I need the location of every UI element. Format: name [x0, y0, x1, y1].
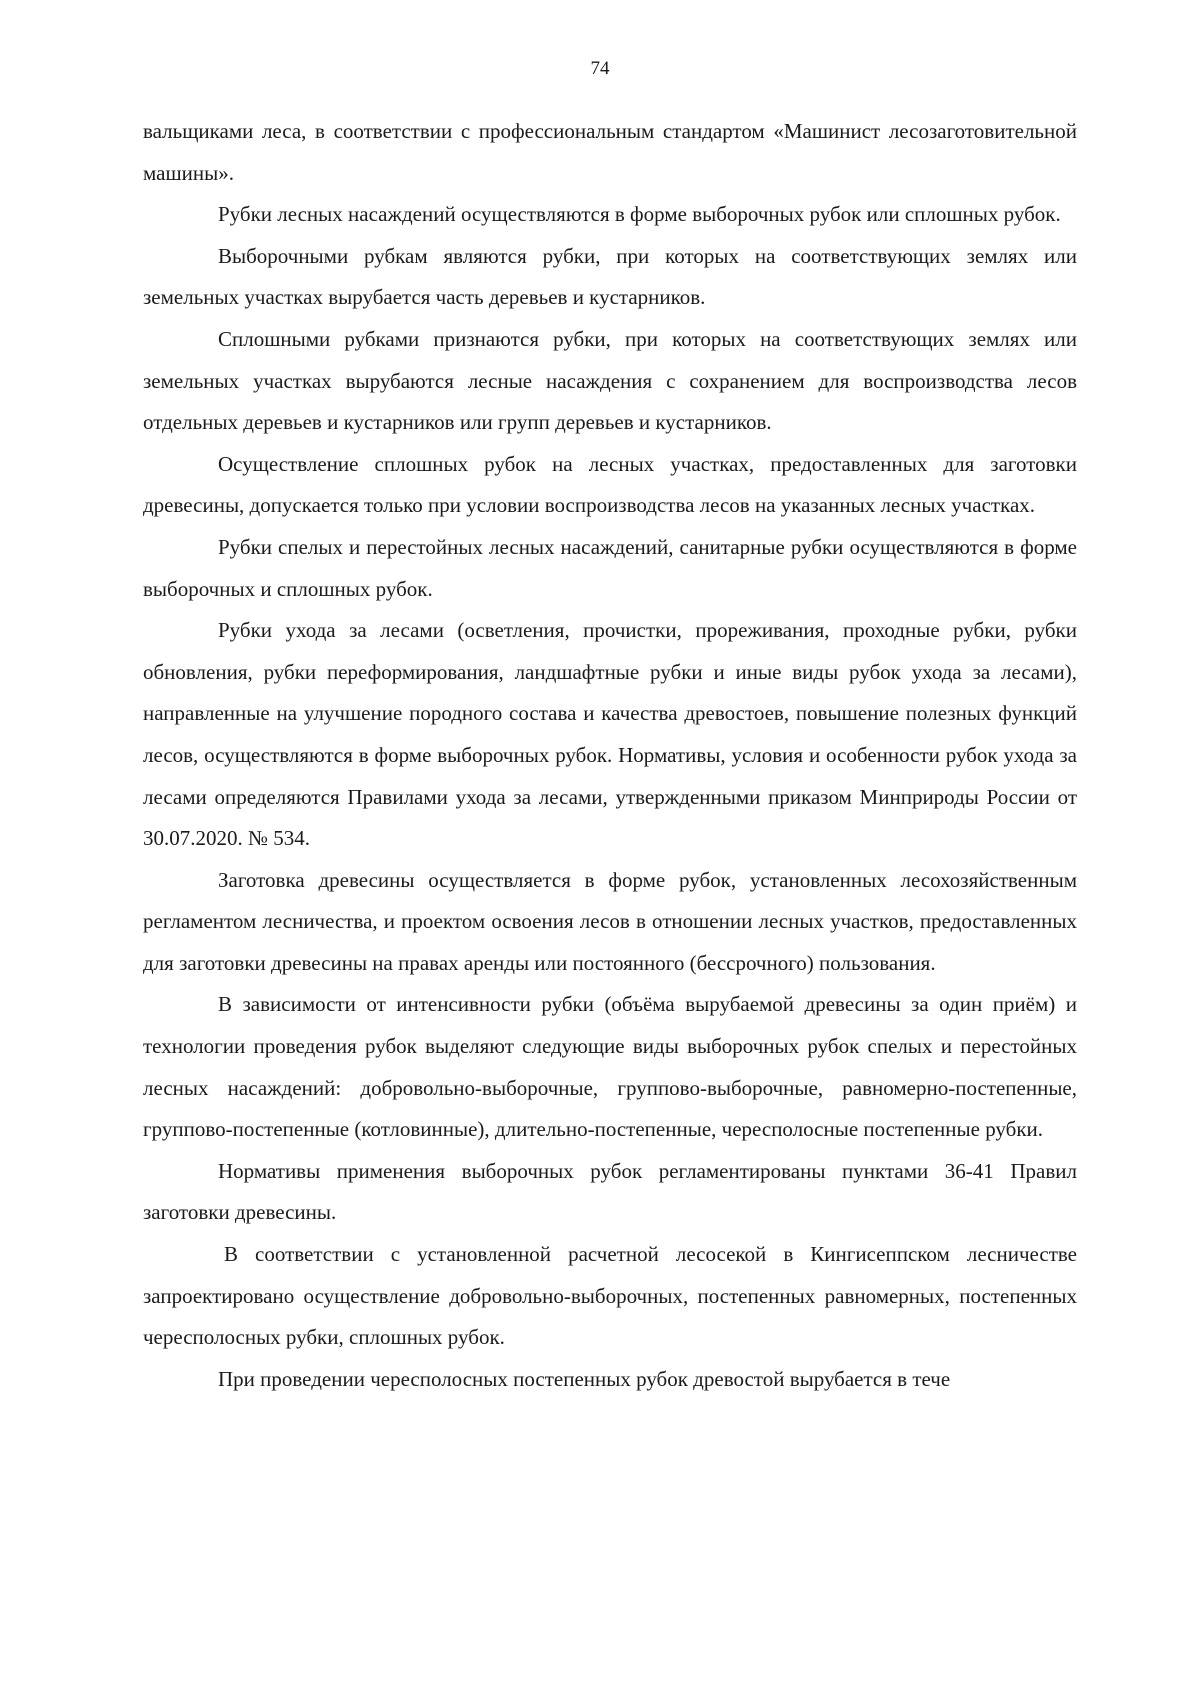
paragraph: Рубки лесных насаждений осуществляются в форме выборочных рубок или сплошных рубок.: [218, 202, 1061, 227]
paragraph: В зависимости от интенсивности рубки (объёма вырубаемой древесины за один приём) и технологии проведения рубок выделяют следующие виды выборочных рубок спелых и перестойных лесных насаждений: добровольно-выборочные, группово-выборочные, равномерно-постепенные, группово-постепенные (котловинные), длительно-постепенные, чересполосные постепенные рубки.: [143, 992, 1077, 1142]
paragraph: Рубки ухода за лесами (осветления, прочистки, прореживания, проходные рубки, рубки обновления, рубки переформирования, ландшафтные рубки и иные виды рубок ухода за лесами), направленные на улучшение породного состава и качества древостоев, повышение полезных функций лесов, осуществляются в форме выборочных рубок. Нормативы, условия и особенности рубок ухода за лесами определяются Правилами ухода за лесами, утвержденными приказом Минприроды России от 30.07.2020. № 534.: [143, 618, 1077, 851]
paragraph: Сплошными рубками признаются рубки, при которых на соответствующих землях или земельных участках вырубаются лесные насаждения с сохранением для воспроизводства лесов отдельных деревьев и кустарников или групп деревьев и кустарников.: [143, 326, 1077, 435]
paragraph: При проведении чересполосных постепенных рубок древостой вырубается в тече: [218, 1366, 951, 1391]
paragraph: Выборочными рубкам являются рубки, при которых на соответствующих землях или земельных участках вырубается часть деревьев и кустарников.: [143, 243, 1077, 310]
paragraph: Рубки спелых и перестойных лесных насаждений, санитарные рубки осуществляются в форме выборочных и сплошных рубок.: [143, 534, 1077, 601]
paragraph: Нормативы применения выборочных рубок регламентированы пунктами 36-41 Правил заготовки древесины.: [143, 1158, 1077, 1225]
paragraph: Заготовка древесины осуществляется в форме рубок, установленных лесохозяйственным регламентом лесничества, и проектом освоения лесов в отношении лесных участков, предоставленных для заготовки древесины на правах аренды или постоянного (бессрочного) пользования.: [143, 867, 1077, 975]
paragraph: Осуществление сплошных рубок на лесных участках, предоставленных для заготовки древесины, допускается только при условии воспроизводства лесов на указанных лесных участках.: [143, 451, 1077, 518]
paragraph: В соответствии с установленной расчетной лесосекой в Кингисеппском лесничестве запроектировано осуществление добровольно-выборочных, постепенных равномерных, постепенных чересполосных рубки, сплошных рубок.: [143, 1242, 1077, 1350]
page-number: 74: [590, 58, 610, 79]
body-text: [143, 111, 1077, 1400]
paragraph: вальщиками леса, в соответствии с профессиональным стандартом «Машинист лесозаготовительной машины».: [143, 119, 1077, 185]
